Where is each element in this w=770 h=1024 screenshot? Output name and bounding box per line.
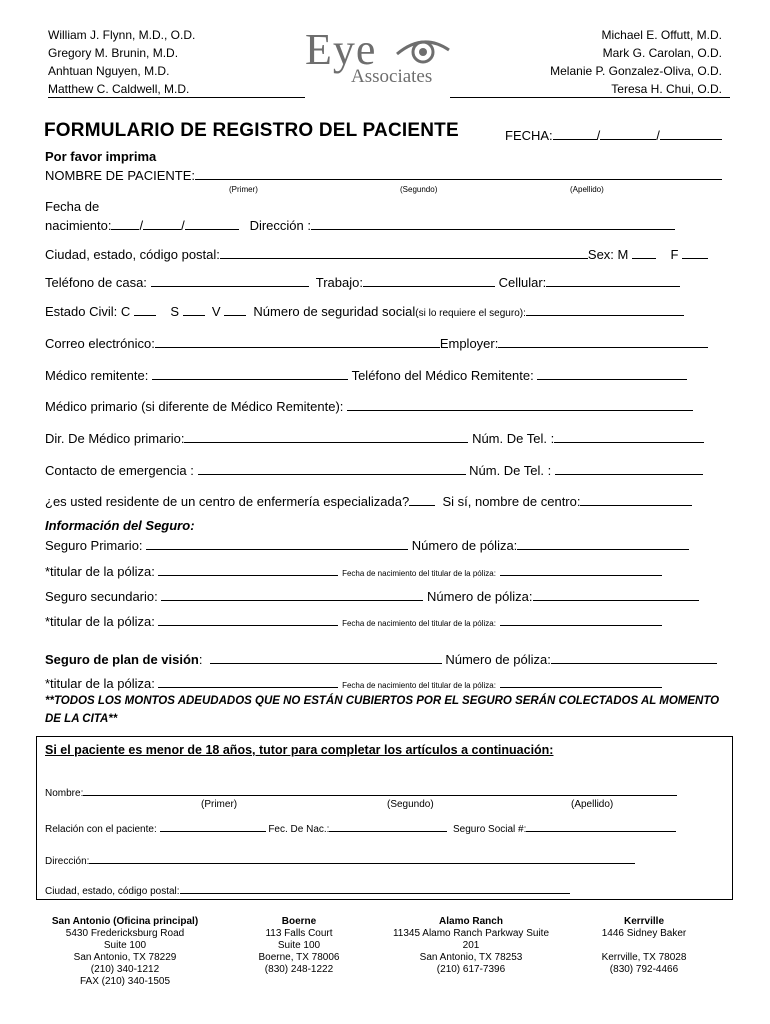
doctor-name: Melanie P. Gonzalez-Oliva, O.D. — [550, 64, 722, 78]
policy-number-label: Número de póliza: — [411, 538, 518, 553]
holder-dob-label: Fecha de nacimiento del titular de la póliza: — [342, 619, 496, 628]
policy-holder-label: *titular de la póliza: — [45, 676, 155, 691]
eye-associates-logo — [305, 24, 455, 94]
header-rule-left — [48, 97, 305, 98]
office-line: 201 — [462, 940, 480, 951]
logo-text-associates: Associates — [351, 66, 433, 87]
holder-dob-label: Fecha de nacimiento del titular de la póliza: — [342, 569, 496, 578]
header-rule-right — [450, 97, 730, 98]
dob-label-line1: Fecha de — [45, 199, 100, 214]
marital-v-label: V — [211, 304, 221, 319]
office-line: San Antonio, TX 78253 — [419, 952, 523, 963]
guardian-middle-sublabel: (Segundo) — [387, 799, 434, 810]
guardian-ssn-label: Seguro Social #: — [453, 824, 527, 835]
office-line: Kerrville, TX 78028 — [601, 952, 687, 963]
email-label: Correo electrónico: — [45, 336, 155, 351]
office-line — [559, 940, 729, 952]
office-phone: (210) 340-1212 — [90, 964, 160, 975]
office-name: Boerne — [281, 916, 317, 927]
nursing-name-label: Si sí, nombre de centro: — [442, 494, 581, 509]
cell-phone-label: Cellular: — [498, 275, 547, 290]
emergency-tel-label: Núm. De Tel. : — [469, 463, 552, 478]
office-line: Suite 100 — [103, 940, 147, 951]
office-line: San Antonio, TX 78229 — [73, 952, 177, 963]
phone-row[interactable] — [45, 273, 680, 291]
marital-s-label: S — [170, 304, 179, 319]
patient-name-label: NOMBRE DE PACIENTE: — [45, 168, 196, 183]
form-title: FORMULARIO DE REGISTRO DEL PACIENTE — [44, 120, 459, 141]
work-phone-label: Trabajo: — [315, 275, 363, 290]
office-line: Boerne, TX 78006 — [258, 952, 340, 963]
patient-name-field[interactable] — [45, 166, 722, 184]
insurance-header: Información del Seguro: — [45, 518, 195, 533]
primary-doctor-row[interactable] — [45, 397, 693, 415]
policy-number-label: Número de póliza: — [445, 652, 551, 667]
doctor-name: Matthew C. Caldwell, M.D. — [48, 82, 190, 96]
referring-phone-label: Teléfono del Médico Remitente: — [351, 368, 534, 383]
relation-label: Relación con el paciente: — [45, 824, 157, 835]
primary-doctor-address-label: Dir. De Médico primario: — [45, 431, 185, 446]
eye-icon — [393, 30, 453, 70]
sex-label: Sex: M — [587, 247, 629, 262]
office-line: 113 Falls Court — [265, 928, 333, 939]
sex-female-label: F — [670, 247, 679, 262]
secondary-holder-row[interactable] — [45, 612, 662, 630]
guardian-address-label: Dirección: — [45, 856, 90, 867]
policy-holder-label: *titular de la póliza: — [45, 614, 155, 629]
primary-insurance-row[interactable] — [45, 536, 689, 554]
doctor-name: Michael E. Offutt, M.D. — [601, 28, 722, 42]
office-line: 5430 Fredericksburg Road — [65, 928, 185, 939]
vision-insurance-row[interactable]: Seguro de plan de visión: Número de póliza: — [45, 650, 717, 668]
ssn-label: Número de seguridad social — [253, 304, 416, 319]
office-kerrville — [559, 916, 729, 976]
referring-label: Médico remitente: — [45, 368, 149, 383]
city-label: Ciudad, estado, código postal: — [45, 247, 220, 262]
vision-holder-row[interactable] — [45, 674, 662, 692]
dob-label: nacimiento: — [45, 218, 112, 233]
first-name-sublabel: (Primer) — [229, 185, 258, 194]
secondary-insurance-row[interactable] — [45, 587, 699, 605]
address-label: Dirección : — [249, 218, 311, 233]
guardian-address-row[interactable] — [45, 853, 635, 867]
doctor-list-right — [550, 26, 722, 98]
marital-ssn-row[interactable] — [45, 302, 684, 320]
doctor-name: Anhtuan Nguyen, M.D. — [48, 64, 170, 78]
doctor-name: Gregory M. Brunin, M.D. — [48, 46, 179, 60]
office-line: Suite 100 — [277, 940, 321, 951]
guardian-relation-row[interactable] — [45, 821, 676, 835]
dob-address-row[interactable]: nacimiento: / / Dirección : — [45, 216, 675, 234]
logo-text-eye: Eye — [305, 25, 377, 74]
insurance-header-label: Información del Seguro — [45, 518, 191, 533]
office-name: Alamo Ranch — [439, 916, 503, 927]
guardian-city-label: Ciudad, estado, código postal: — [45, 886, 180, 897]
office-alamo-ranch — [386, 916, 556, 976]
office-line: 1446 Sidney Baker — [601, 928, 687, 939]
nursing-row[interactable] — [45, 492, 692, 510]
print-instruction: Por favor imprima — [45, 149, 157, 164]
ssn-note: (si lo requiere el seguro): — [415, 308, 526, 319]
vision-insurance-label: Seguro de plan de visión — [45, 652, 199, 667]
doctor-name: William J. Flynn, M.D., O.D. — [48, 28, 196, 42]
office-fax: FAX (210) 340-1505 — [79, 976, 171, 987]
office-phone: (210) 617-7396 — [436, 964, 506, 975]
primary-holder-row[interactable] — [45, 562, 662, 580]
primary-doctor-label: Médico primario (si diferente de Médico Remitente): — [45, 399, 344, 414]
city-sex-row[interactable] — [45, 245, 708, 263]
guardian-name-label: Nombre: — [45, 788, 84, 799]
referring-row[interactable] — [45, 366, 687, 384]
doctor-name: Teresa H. Chui, O.D. — [611, 82, 722, 96]
home-phone-label: Teléfono de casa: — [45, 275, 147, 290]
payment-warning-line2: DE LA CITA** — [45, 713, 118, 725]
office-name: Kerrville — [623, 916, 665, 927]
doctor-name: Mark G. Carolan, O.D. — [602, 46, 722, 60]
middle-name-sublabel: (Segundo) — [400, 185, 438, 194]
guardian-city-row[interactable] — [45, 883, 570, 897]
secondary-insurance-label: Seguro secundario: — [45, 589, 158, 604]
policy-holder-label: *titular de la póliza: — [45, 564, 155, 579]
primary-doctor-tel-label: Núm. De Tel. : — [472, 431, 555, 446]
minor-header: Si el paciente es menor de 18 años, tutor para completar los artículos a continuación: — [45, 743, 554, 757]
office-boerne — [214, 916, 384, 976]
guardian-dob-label: Fec. De Nac.: — [268, 824, 330, 835]
office-phone: (830) 792-4466 — [609, 964, 679, 975]
payment-warning: **TODOS LOS MONTOS ADEUDADOS QUE NO ESTÁN CUBIERTOS POR EL SEGURO SERÁN COLECTADOS AL MOMENTO — [45, 695, 720, 707]
holder-dob-label: Fecha de nacimiento del titular de la póliza: — [342, 681, 496, 690]
office-name: San Antonio (Oficina principal) — [51, 916, 199, 927]
date-field[interactable]: FECHA: / / — [505, 126, 722, 143]
office-line: 11345 Alamo Ranch Parkway Suite — [392, 928, 549, 939]
primary-insurance-label: Seguro Primario: — [45, 538, 143, 553]
emergency-label: Contacto de emergencia : — [45, 463, 194, 478]
last-name-sublabel: (Apellido) — [570, 185, 604, 194]
doctor-list-left — [48, 26, 195, 98]
minor-guardian-section — [36, 736, 733, 900]
guardian-name-row[interactable] — [45, 785, 677, 799]
guardian-first-sublabel: (Primer) — [201, 799, 238, 810]
guardian-last-sublabel: (Apellido) — [571, 799, 614, 810]
date-label: FECHA: — [505, 128, 553, 143]
marital-label: Estado Civil: C — [45, 304, 131, 319]
policy-number-label: Número de póliza: — [427, 589, 533, 604]
employer-label: Employer: — [439, 336, 499, 351]
office-san-antonio — [40, 916, 210, 988]
email-employer-row[interactable] — [45, 334, 708, 352]
nursing-label: ¿es usted residente de un centro de enfermería especializada? — [45, 494, 410, 509]
emergency-row[interactable] — [45, 461, 703, 479]
primary-doctor-address-row[interactable] — [45, 429, 704, 447]
office-phone: (830) 248-1222 — [264, 964, 334, 975]
